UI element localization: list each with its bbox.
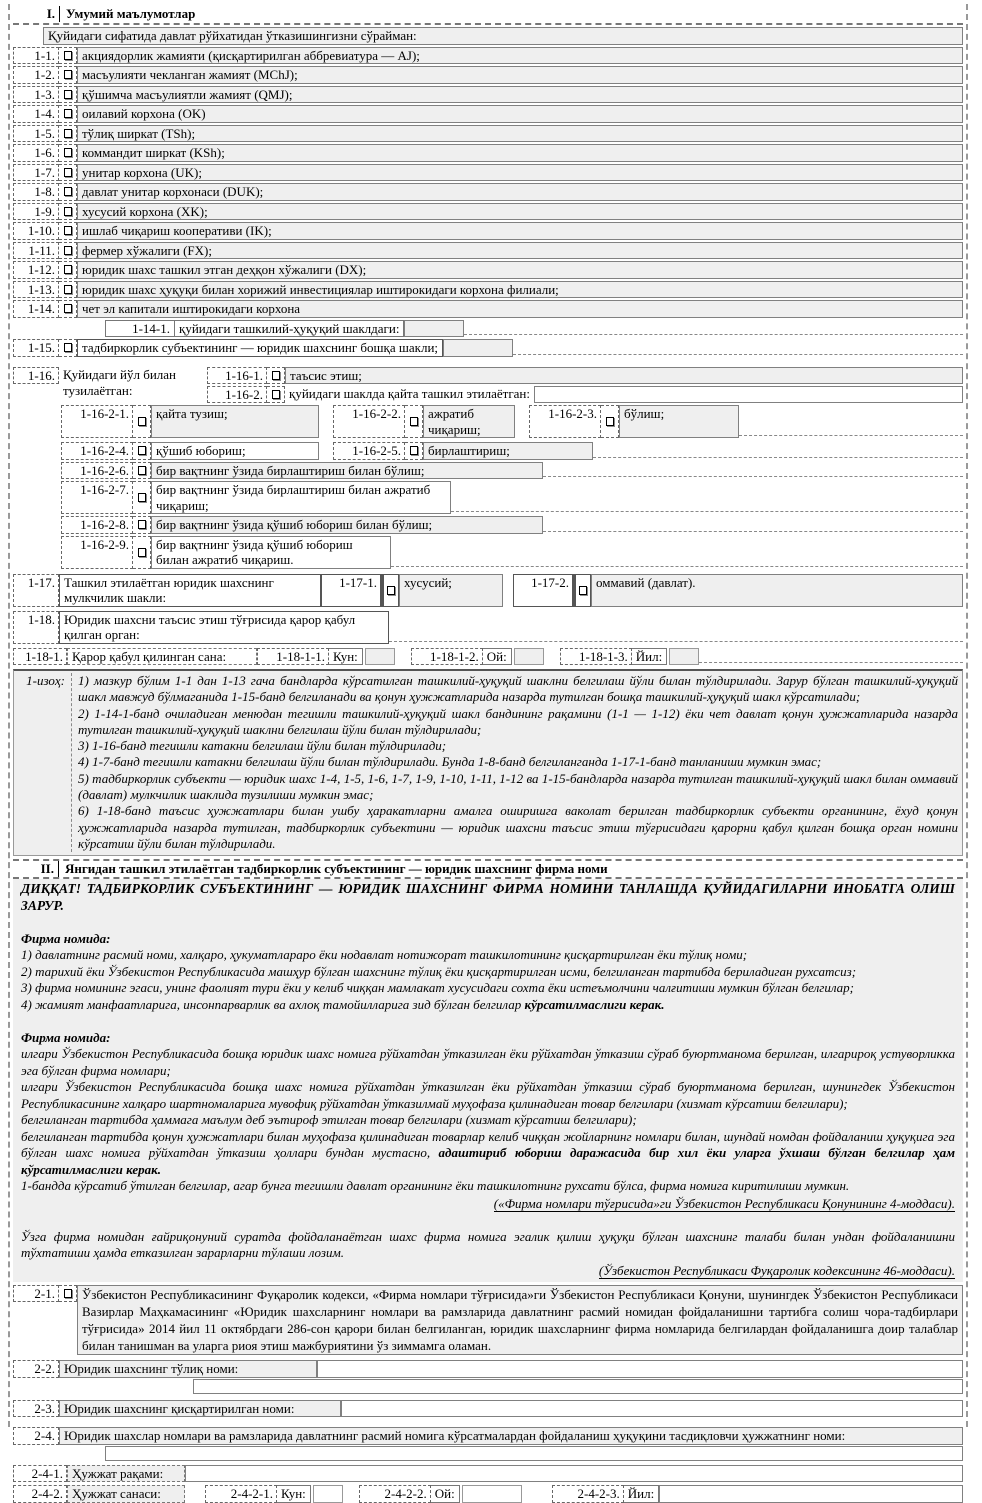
rule-paragraph: 1) давлатнинг расмий номи, халқаро, ҳукуматлараро ёки нодавлат нотижорат ташкилотининг қисқартирилган ёки тўлиқ номи; xyxy=(21,947,748,963)
checkbox-icon xyxy=(138,417,146,426)
checkbox-icon xyxy=(387,586,395,595)
item-number: 1-16-2-4. xyxy=(61,442,133,460)
item-row-1-11 xyxy=(13,242,963,260)
item-label: қайта тузиш; xyxy=(151,405,319,438)
checkbox-icon xyxy=(64,168,72,177)
month-label: Ой: xyxy=(431,1485,460,1503)
item-label: Ҳужжат рақами: xyxy=(67,1465,185,1483)
row-tail xyxy=(739,405,963,436)
item-label: қуйидаги ташкилий-ҳуқуқий шаклдаги: xyxy=(175,320,404,338)
decision-year-input[interactable] xyxy=(669,648,699,666)
checkbox-1-14[interactable] xyxy=(59,300,77,318)
checkbox-icon xyxy=(64,148,72,157)
intro-row xyxy=(43,27,963,45)
item-number: 2-1. xyxy=(13,1285,59,1302)
block2-heading: Фирма номида: xyxy=(21,1029,111,1045)
checkbox-1-17-2[interactable] xyxy=(573,574,591,607)
item-label: ажратиб чиқариш; xyxy=(423,405,515,438)
year-label: Йил: xyxy=(624,1485,659,1503)
checkbox-icon xyxy=(64,129,72,138)
item-number: 2-3. xyxy=(13,1400,59,1418)
checkbox-1-17-1[interactable] xyxy=(381,574,399,607)
reorg-form-input[interactable] xyxy=(534,386,963,403)
decision-month-input[interactable] xyxy=(514,648,544,666)
checkbox-1-5[interactable] xyxy=(59,125,77,143)
reorg-row-a xyxy=(61,405,963,438)
checkbox-icon xyxy=(64,1289,72,1298)
item-label: хусусий; xyxy=(399,574,503,607)
item-number: 1-14. xyxy=(13,300,59,318)
item-number: 1-16-2-7. xyxy=(61,481,133,514)
attention-text: ДИҚҚАТ! ТАДБИРКОРЛИК СУБЪЕКТИНИНГ — ЮРИДИК ШАХСНИНГ ФИРМА НОМИНИ ТАНЛАШДА ҚУЙИДАГИЛАРНИ ИНОБАТГА ОЛИШ ЗАРУР. xyxy=(21,881,955,913)
item-label: Юридик шахслар номлари ва рамзларида давлатнинг расмий номига кўрсатмалардан фойдаланиш ҳуқуқини тасдиқловчи ҳужжатнинг номи: xyxy=(59,1427,963,1445)
item-label: тадбиркорлик субъектининг — юридик шахснинг бошқа шакли; xyxy=(77,339,443,357)
row-tail xyxy=(593,442,963,458)
item-label: қуйидаги шаклда қайта ташкил этилаётган: xyxy=(285,386,534,403)
item-row-1-4 xyxy=(13,105,963,123)
item-row-2-2 xyxy=(13,1360,963,1378)
checkbox-1-16-2-6[interactable] xyxy=(133,462,151,480)
checkbox-1-6[interactable] xyxy=(59,144,77,162)
item-row-1-2 xyxy=(13,66,963,84)
item-label: тўлиқ ширкат (TSh); xyxy=(77,125,963,143)
checkbox-icon xyxy=(272,390,280,399)
item-row-1-12 xyxy=(13,261,963,279)
rule-bold-tail: кўрсатилмаслиги керак. xyxy=(524,996,665,1012)
item-number: 1-6. xyxy=(13,144,59,162)
checkbox-icon xyxy=(64,187,72,196)
item-number: 1-18-1-3. xyxy=(560,648,632,666)
item-label: Юридик шахснинг қисқартирилган номи: xyxy=(59,1400,341,1418)
item-number: 1-5. xyxy=(13,125,59,143)
full-name-input[interactable] xyxy=(317,1360,963,1378)
item-number: 1-12. xyxy=(13,261,59,279)
note-label: 1-изоҳ: xyxy=(16,673,72,852)
item-label: унитар корхона (UK); xyxy=(77,164,963,182)
item-number: 1-16-2-9. xyxy=(61,536,133,569)
item-label: Юридик шахснинг тўлиқ номи: xyxy=(59,1360,317,1378)
document-day-input[interactable] xyxy=(313,1485,343,1503)
item-label: ишлаб чиқариш кооперативи (IK); xyxy=(77,222,963,240)
item-label: бир вақтнинг ўзида қўшиб юбориш билан бўлиш; xyxy=(151,516,543,534)
item-number: 1-17. xyxy=(13,574,59,607)
checkbox-icon xyxy=(64,109,72,118)
item-label: Қарор қабул қилинган сана: xyxy=(67,648,257,666)
item-row-1-10 xyxy=(13,222,963,240)
note-body xyxy=(72,673,958,852)
item-row-1-17 xyxy=(13,574,963,607)
item-number: 1-17-1. xyxy=(321,574,381,607)
item-label: бир вақтнинг ўзида қўшиб юбориш билан ажратиб чиқариш. xyxy=(151,536,391,569)
liability-paragraph: Ўзга фирма номидан ғайриқонуний суратда фойдаланаётган шахс фирма номига эгалик қилиш ҳуқуқи бўлган шахснинг талаби билан ундан фойдаланишни тўхтатиши ҳамда етказилган зарарларни тўлаши лозим. xyxy=(21,1228,955,1261)
note-paragraph: 3) 1-16-банд тегишли катакни белгилаш йўли билан тўлдирилади; xyxy=(78,738,447,754)
day-label: Кун: xyxy=(277,1485,311,1503)
item-row-1-18-1 xyxy=(13,648,963,666)
note-paragraph: 2) 1-14-1-банд очиладиган менюдан тегишли ташкилий-ҳуқуқий шакл бандининг рақамини (1-1 — 1-12) ёки чет давлат қонун ҳужжатларида назарда тутилган ташкилий-ҳуқуқий шаклни белгилаш йўли билан тўлдирилади; xyxy=(78,705,958,737)
row-tail xyxy=(699,648,963,664)
civil-code-citation-46: (Ўзбекистон Республикаси Фуқаролик кодексининг 46-моддаси). xyxy=(598,1262,955,1278)
checkbox-icon xyxy=(64,51,72,60)
checkbox-1-1[interactable] xyxy=(59,47,77,65)
item-number: 1-16-1. xyxy=(207,367,267,385)
item-label: қўшимча масъулиятли жамият (QMJ); xyxy=(77,86,963,104)
checkbox-1-11[interactable] xyxy=(59,242,77,260)
item-label: фермер хўжалиги (FX); xyxy=(77,242,963,260)
checkbox-1-10[interactable] xyxy=(59,222,77,240)
decision-day-input[interactable] xyxy=(365,648,395,666)
item-row-1-14 xyxy=(13,300,963,318)
reorg-row-f xyxy=(61,536,963,569)
rule-paragraph: 3) фирма номининг эгаси, унинг фаолият тури ёки у келиб чиққан мамлакат хусусидаги сохта ёки истеъмолчини чалғитиши мумкин бўлган белгилар; xyxy=(21,980,854,996)
reorg-row-d xyxy=(61,481,963,514)
section-2-header xyxy=(13,859,963,879)
item-label: бир вақтнинг ўзида бирлаштириш билан бўлиш; xyxy=(151,462,543,480)
rule-paragraph: белгиланган тартибда қонун ҳужжатлари билан муҳофаза қилинадиган товарлар келиб чиққан жойларнинг номлари билан, шундай номдан фойдаланиш ҳуқуқига эга бўлган шахс номига рўйхатдан ўтказиш ҳоллари бундан мустасно, адаштириб юбориш даражасида бир хил ёки уларга ўхшаш бўлган белгилар ҳам кўрсатилмаслиги керак. xyxy=(21,1128,955,1177)
checkbox-1-7[interactable] xyxy=(59,164,77,182)
item-number: 1-16-2-6. xyxy=(61,462,133,480)
checkbox-icon xyxy=(138,520,146,529)
item-label: оммавий (давлат). xyxy=(591,574,963,607)
item-label: Юридик шахсни таъсис этиш тўғрисида қарор қабул қилган орган: xyxy=(59,611,389,644)
item-label: масъулияти чекланган жамият (MChJ); xyxy=(77,66,963,84)
other-form-input[interactable] xyxy=(443,339,513,357)
row-tail xyxy=(513,339,963,355)
checkbox-1-16-2-5[interactable] xyxy=(405,442,423,460)
checkbox-icon xyxy=(410,446,418,455)
document-month-input[interactable] xyxy=(462,1485,522,1503)
item-row-1-6 xyxy=(13,144,963,162)
item-number: 1-1. xyxy=(13,47,59,65)
rule-paragraph: 1-бандда кўрсатиб ўтилган белгилар, агар бунга тегишли давлат органининг ёки ташкилотнинг рухсати бўлса, фирма номига киритилиши мумкин. xyxy=(21,1178,850,1194)
section-2-title: Янгидан ташкил этилаётган тадбиркорлик субъектининг — юридик шахснинг фирма номи xyxy=(65,861,608,877)
item-number: 1-16-2-2. xyxy=(333,405,405,438)
checkbox-1-12[interactable] xyxy=(59,261,77,279)
full-name-input-continuation[interactable] xyxy=(193,1379,963,1394)
checkbox-icon xyxy=(410,417,418,426)
item-number: 1-18-1. xyxy=(13,648,67,666)
item-row-1-7 xyxy=(13,164,963,182)
item-number: 1-13. xyxy=(13,281,59,299)
item-label: бирлаштириш; xyxy=(423,442,593,460)
item-number: 1-7. xyxy=(13,164,59,182)
checkbox-icon xyxy=(138,446,146,455)
item-number: 1-2. xyxy=(13,66,59,84)
item-number: 2-4-2. xyxy=(13,1485,67,1503)
document-year-input[interactable] xyxy=(659,1485,963,1503)
item-label: Ташкил этилаётган юридик шахснинг мулкчилик шакли: xyxy=(59,574,321,607)
item-number: 1-18-1-1. xyxy=(257,648,329,666)
checkbox-1-16-2-9[interactable] xyxy=(133,536,151,569)
checkbox-icon xyxy=(579,586,587,595)
item-number: 2-4-2-3. xyxy=(552,1485,624,1503)
item-row-1-15 xyxy=(13,339,963,357)
item-number: 1-16. xyxy=(13,367,59,384)
checkbox-1-13[interactable] xyxy=(59,281,77,299)
checkbox-1-4[interactable] xyxy=(59,105,77,123)
year-label: Йил: xyxy=(632,648,667,666)
item-number: 1-3. xyxy=(13,86,59,104)
note-paragraph: 4) 1-7-банд тегишли катакни белгилаш йўли билан тўлдирилади. Бунда 1-8-банд белгиланганда 1-17-1-банд танланиши мумкин эмас; xyxy=(78,754,822,770)
checkbox-1-16-2-2[interactable] xyxy=(405,405,423,438)
note-1 xyxy=(13,669,963,856)
item-label: бўлиш; xyxy=(619,405,739,438)
left-dashed-guide xyxy=(8,4,10,1427)
item-row-2-4-cont xyxy=(105,1446,963,1461)
item-label: қўшиб юбориш; xyxy=(151,442,319,460)
rule-paragraph: 4) жамият манфаатларига, инсонпарварлик ва ахлоқ тамойилларига зид бўлган белгилар кўрсатилмаслиги керак. xyxy=(21,996,665,1012)
item-row-1-5 xyxy=(13,125,963,143)
item-row-2-1 xyxy=(13,1285,963,1355)
checkbox-1-16-2-8[interactable] xyxy=(133,516,151,534)
item-label: бир вақтнинг ўзида бирлаштириш билан ажратиб чиқариш; xyxy=(151,481,451,514)
item-number: 2-4-2-1. xyxy=(205,1485,277,1503)
item-row-2-2-cont xyxy=(193,1379,963,1394)
item-row-1-1 xyxy=(13,47,963,65)
checkbox-icon xyxy=(64,285,72,294)
registration-form xyxy=(13,6,963,1503)
rule-paragraph: илгари Ўзбекистон Республикасида бошқа шахс номига рўйхатдан ўтказилган ёки рўйхатдан ўтказиш сўраб буюртманома берилган, шунингдек Ўзбекистон Республикасининг халқаро шартномаларига мувофиқ рўйхатдан ўтказилмай муҳофаза қилинадиган товар белгилари (хизмат кўрсатиш белгилари); xyxy=(21,1079,955,1111)
note-paragraph: 1) мазкур бўлим 1-1 дан 1-13 гача бандларда кўрсатилган ташкилий-ҳуқуқий шаклни белгилаш йўли билан тўлдирилади. Зарур бўлган ташкилий-ҳуқуқий шакл мавжуд бўлмаганида 1-15-банд белгиланади ва қонун ҳужжатларида назарда тутилган бошқа ташкилий-ҳуқуқий шакл кўрсатилади; xyxy=(78,673,958,705)
item-number: 1-8. xyxy=(13,183,59,201)
item-number: 1-15. xyxy=(13,339,59,357)
checkbox-icon xyxy=(138,493,146,502)
row-tail xyxy=(543,462,963,478)
item-number: 2-4. xyxy=(13,1427,59,1445)
month-label: Ой: xyxy=(483,648,512,666)
item-number: 1-4. xyxy=(13,105,59,123)
section-1-number: I. xyxy=(46,6,55,21)
item-number: 1-16-2-5. xyxy=(333,442,405,460)
section-1-header xyxy=(13,6,963,25)
checkbox-1-2[interactable] xyxy=(59,66,77,84)
item-number: 1-16-2. xyxy=(207,386,267,403)
reorg-row-c xyxy=(61,462,963,480)
item-row-1-16 xyxy=(13,367,963,404)
item-label: коммандит ширкат (KSh); xyxy=(77,144,963,162)
checkbox-icon xyxy=(64,90,72,99)
item-label: таъсис этиш; xyxy=(285,367,963,385)
block1-heading: Фирма номида: xyxy=(21,930,111,946)
row-tail xyxy=(543,516,963,532)
reorg-row-b xyxy=(61,442,963,460)
item-label: Қуйидаги йўл билан тузилаётган: xyxy=(63,366,176,398)
section-1-title: Умумий маълумотлар xyxy=(59,6,963,22)
right-dashed-guide xyxy=(966,4,968,1427)
checkbox-1-16-2-3[interactable] xyxy=(601,405,619,438)
row-tail xyxy=(464,320,963,336)
document-name-input[interactable] xyxy=(105,1446,963,1461)
checkbox-1-3[interactable] xyxy=(59,86,77,104)
section-2-number: II. xyxy=(13,861,59,877)
checkbox-1-16-2-7[interactable] xyxy=(133,481,151,514)
item-row-1-14-1 xyxy=(105,320,963,338)
item-row-2-4 xyxy=(13,1427,963,1445)
checkbox-icon xyxy=(64,207,72,216)
legal-form-input[interactable] xyxy=(404,320,464,338)
item-row-1-3 xyxy=(13,86,963,104)
item-label: юридик шахс ташкил этган деҳқон хўжалиги (DX); xyxy=(77,261,963,279)
item-row-2-4-1 xyxy=(13,1465,963,1483)
item-label: Ҳужжат санаси: xyxy=(67,1485,185,1503)
item-row-2-3 xyxy=(13,1400,963,1418)
checkbox-icon xyxy=(64,304,72,313)
checkbox-icon xyxy=(64,265,72,274)
rule-bold-tail: адаштириб юбориш даражасида бир хил ёки уларга ўхшаш бўлган белгилар ҳам кўрсатилмаслиги керак. xyxy=(21,1145,955,1177)
rule-paragraph: илгари Ўзбекистон Республикасида бошқа юридик шахс номига рўйхатдан ўтказилган ёки рўйхатдан ўтказиш сўраб буюртманома берилган, илгарироқ устуворликка эга бўлган фирма номлари; xyxy=(21,1046,955,1078)
item-number: 1-10. xyxy=(13,222,59,240)
item-label: чет эл капитали иштирокидаги корхона xyxy=(77,300,963,318)
checkbox-icon xyxy=(64,246,72,255)
reorg-row-e xyxy=(61,516,963,534)
checkbox-1-8[interactable] xyxy=(59,183,77,201)
item-row-1-9 xyxy=(13,203,963,221)
short-name-input[interactable] xyxy=(341,1400,963,1418)
item-label: акциядорлик жамияти (қисқартирилган аббревиатура — AJ); xyxy=(77,47,963,65)
rule-paragraph: белгиланган тартибда ҳаммага маълум деб эътироф этилган товар белгилари (хизмат кўрсатиш белгилари); xyxy=(21,1112,637,1128)
item-row-1-13 xyxy=(13,281,963,299)
rule-paragraph: 2) тарихий ёки Ўзбекистон Республикасида машҳур бўлган шахснинг тўлиқ ёки қисқартирилган исми, белгиланган тартибда бериладиган рухсатсиз; xyxy=(21,963,857,979)
item-row-1-8 xyxy=(13,183,963,201)
item-row-2-4-2 xyxy=(13,1485,963,1503)
item-number: 1-16-2-8. xyxy=(61,516,133,534)
checkbox-icon xyxy=(64,226,72,235)
checkbox-1-9[interactable] xyxy=(59,203,77,221)
checkbox-icon xyxy=(64,70,72,79)
acknowledgement-text: Ўзбекистон Республикасининг Фуқаролик кодекси, «Фирма номлари тўғрисида»ги Ўзбекистон Республикаси Қонуни, шунингдек Ўзбекистон Республикаси Вазирлар Маҳкамасининг «Юридик шахсларнинг номлари ва рамзларида давлатнинг расмий номидан фойдаланишни тартибга солиш чора-тадбирлари тўғрисида» 2014 йил 11 октябрдаги 286-сон қарори билан белгиланган, юридик шахсларнинг фирма номларида белгилардан фойдаланишга доир талаблар билан танишман ва уларга риоя этиш мажбуриятини ўз зиммамга оламан. xyxy=(77,1285,963,1355)
item-number: 1-16-2-3. xyxy=(529,405,601,438)
row-tail xyxy=(389,611,963,642)
law-citation-4: («Фирма номлари тўғрисида»ги Ўзбекистон Республикаси Қонунининг 4-моддаси). xyxy=(493,1195,955,1211)
item-label: давлат унитар корхонаси (DUK); xyxy=(77,183,963,201)
day-label: Кун: xyxy=(329,648,363,666)
row-tail xyxy=(451,481,963,512)
checkbox-1-16-1[interactable] xyxy=(267,367,285,385)
checkbox-1-15[interactable] xyxy=(59,339,77,357)
note-paragraph: 6) 1-18-банд таъсис ҳужжатлари билан ушбу ҳаракатларни амалга оширишга ваколат берилган тадбиркорлик субъекти органининг, ёхуд қонун ҳужжатларида назарда тутилган, тадбиркорлик субъектини — юридик шахсни таъсис этиш тўғрисидаги қарорни қабул қилган бошқа орган номини кўрсатиш йўли билан тўлдирилади. xyxy=(78,803,958,851)
item-number: 2-4-2-2. xyxy=(359,1485,431,1503)
item-label: оилавий корхона (OK) xyxy=(77,105,963,123)
item-label: юридик шахс ҳуқуқи билан хорижий инвестициялар иштирокидаги корхона филиали; xyxy=(77,281,963,299)
checkbox-icon xyxy=(64,343,72,352)
item-number: 1-14-1. xyxy=(105,320,175,338)
item-number: 1-9. xyxy=(13,203,59,221)
intro-text: Қуйидаги сифатида давлат рўйхатидан ўтказишингизни сўрайман: xyxy=(43,27,963,45)
checkbox-icon xyxy=(138,466,146,475)
item-number: 1-11. xyxy=(13,242,59,260)
sub-row-1-16-1 xyxy=(207,367,963,385)
item-number: 1-18. xyxy=(13,611,59,644)
item-number: 1-16-2-1. xyxy=(61,405,133,438)
item-label: хусусий корхона (XK); xyxy=(77,203,963,221)
checkbox-1-16-2[interactable] xyxy=(267,386,285,403)
item-number: 2-2. xyxy=(13,1360,59,1378)
document-number-input[interactable] xyxy=(185,1465,963,1483)
note-paragraph: 5) тадбиркорлик субъекти — юридик шахс 1-4, 1-5, 1-6, 1-7, 1-9, 1-10, 1-11, 1-12 ва 1-15-бандларда назарда тутилган ташкилий-ҳуқуқий шакл билан оммавий (давлат) мулкчилик шаклида тузилиши мумкин эмас; xyxy=(78,770,958,803)
item-number: 1-18-1-2. xyxy=(411,648,483,666)
checkbox-1-16-2-1[interactable] xyxy=(133,405,151,438)
checkbox-icon xyxy=(606,417,614,426)
sub-row-1-16-2 xyxy=(207,386,963,403)
item-row-1-18 xyxy=(13,611,963,644)
checkbox-icon xyxy=(138,548,146,557)
checkbox-2-1[interactable] xyxy=(59,1285,77,1302)
item-number: 2-4-1. xyxy=(13,1465,67,1483)
checkbox-icon xyxy=(272,371,280,380)
checkbox-1-16-2-4[interactable] xyxy=(133,442,151,460)
item-number: 1-17-2. xyxy=(513,574,573,607)
firm-name-rules xyxy=(13,879,963,1282)
row-tail xyxy=(391,536,963,567)
